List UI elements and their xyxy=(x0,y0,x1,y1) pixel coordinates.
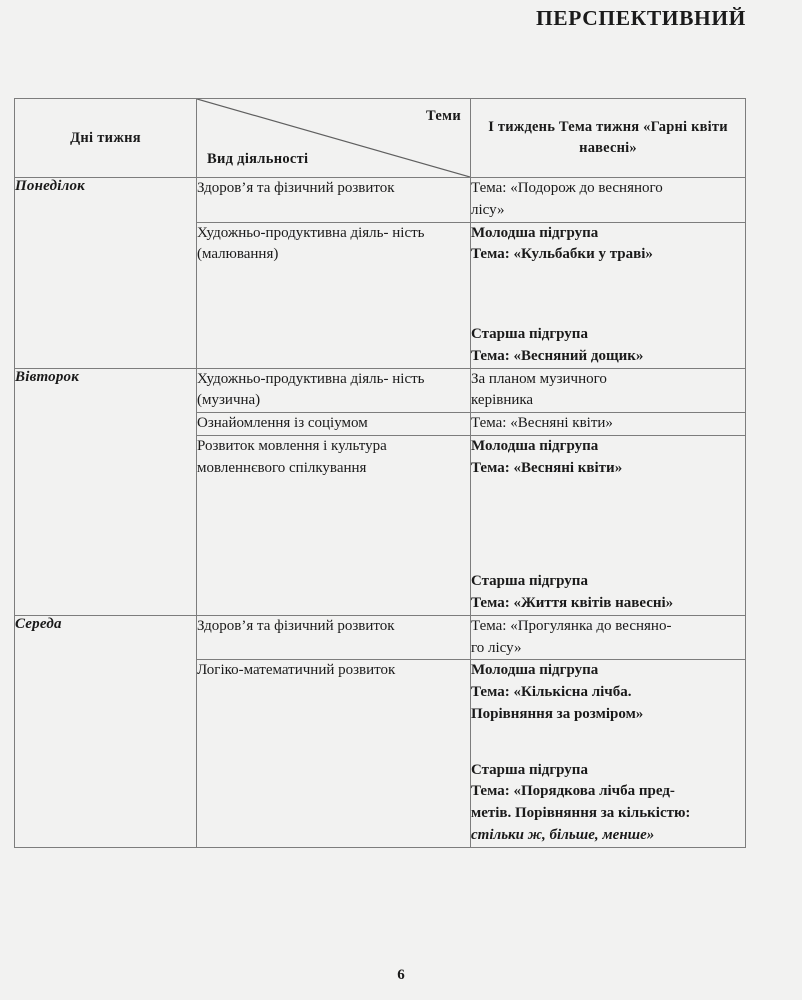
older-group-theme: Тема: «Весняний дощик» xyxy=(471,347,644,364)
activity-cell xyxy=(197,368,471,413)
activity-text: ність (музична) xyxy=(197,370,425,409)
theme-cell xyxy=(471,222,746,368)
theme-line: керівника xyxy=(471,392,534,409)
day-cell-tuesday: Вівторок xyxy=(15,368,197,615)
theme-cell xyxy=(471,435,746,615)
page-number: 6 xyxy=(397,967,405,983)
activity-text: Ознайомлення із соціумом xyxy=(197,415,368,431)
activity-text: Художньо-продуктивна діяль- xyxy=(197,370,389,387)
theme-line: Тема: «Подорож до весняного xyxy=(471,180,663,196)
activity-text: Здоров’я та фізичний розвиток xyxy=(197,617,395,634)
theme-line: го лісу» xyxy=(471,639,522,656)
older-group-theme-emphasis: стільки ж, більше, менше» xyxy=(471,826,655,843)
younger-group-theme: Порівняння за розміром» xyxy=(471,705,644,722)
activity-cell xyxy=(197,660,471,847)
theme-cell xyxy=(471,660,746,847)
day-cell-wednesday: Середа xyxy=(15,615,197,847)
cell-spacer xyxy=(471,726,745,760)
younger-group-theme: Тема: «Кульбабки у траві» xyxy=(471,246,653,263)
activity-cell xyxy=(197,413,471,436)
table-row xyxy=(15,368,746,413)
header-split-cell xyxy=(197,99,471,178)
older-group-label: Старша підгрупа xyxy=(471,326,588,342)
older-group-theme: метів. Порівняння за кількістю: xyxy=(471,805,691,821)
header-activity-label: Вид діяльності xyxy=(207,151,309,167)
activity-text: Здоров’я та фізичний розвиток xyxy=(197,180,395,196)
younger-group-theme: Тема: «Весняні квіти» xyxy=(471,459,623,476)
theme-line: Тема: «Прогулянка до весняно- xyxy=(471,617,672,634)
theme-cell xyxy=(471,178,746,223)
younger-group-label: Молодша підгрупа xyxy=(471,437,599,454)
activity-text: Художньо-продуктивна діяль- xyxy=(197,224,389,241)
page-header-title: ПЕРСПЕКТИВНИЙ xyxy=(535,6,746,30)
older-group-label: Старша підгрупа xyxy=(471,761,588,778)
theme-cell xyxy=(471,368,746,413)
table-row xyxy=(15,178,746,223)
theme-line: лісу» xyxy=(471,201,505,218)
activity-cell xyxy=(197,435,471,615)
schedule-table xyxy=(14,98,746,848)
theme-line: Тема: «Весняні квіти» xyxy=(471,415,613,431)
theme-cell xyxy=(471,413,746,436)
header-week-line1: І тиждень xyxy=(488,119,556,136)
activity-text: Логіко-математичний розвиток xyxy=(197,662,396,679)
cell-spacer xyxy=(471,479,745,571)
younger-group-label: Молодша підгрупа xyxy=(471,662,599,679)
older-group-theme: Тема: «Життя квітів навесні» xyxy=(471,595,674,611)
theme-line: За планом музичного xyxy=(471,370,607,387)
activity-cell xyxy=(197,222,471,368)
theme-cell xyxy=(471,615,746,660)
younger-group-label: Молодша підгрупа xyxy=(471,224,599,241)
activity-text: Розвиток мовлення і культура xyxy=(197,437,387,454)
activity-cell xyxy=(197,178,471,223)
day-cell-monday: Понеділок xyxy=(15,178,197,369)
cell-spacer xyxy=(471,266,745,324)
header-week-column xyxy=(471,99,746,178)
header-day-column: Дні тижня xyxy=(15,99,197,178)
header-week-line3: «Гарні квіти навесні» xyxy=(579,119,728,156)
older-group-label: Старша підгрупа xyxy=(471,573,588,590)
table-row xyxy=(15,615,746,660)
younger-group-theme: Тема: «Кількісна лічба. xyxy=(471,684,632,700)
activity-text: мовленнєвого спілкування xyxy=(197,459,367,476)
header-week-line2: Тема тижня xyxy=(558,119,640,136)
table-header-row xyxy=(15,99,746,178)
older-group-theme: Тема: «Порядкова лічба пред- xyxy=(471,783,675,800)
activity-text: ність (малювання) xyxy=(197,224,425,263)
schedule-table-container xyxy=(14,98,745,848)
header-themes-label: Теми xyxy=(426,108,461,124)
activity-cell xyxy=(197,615,471,660)
